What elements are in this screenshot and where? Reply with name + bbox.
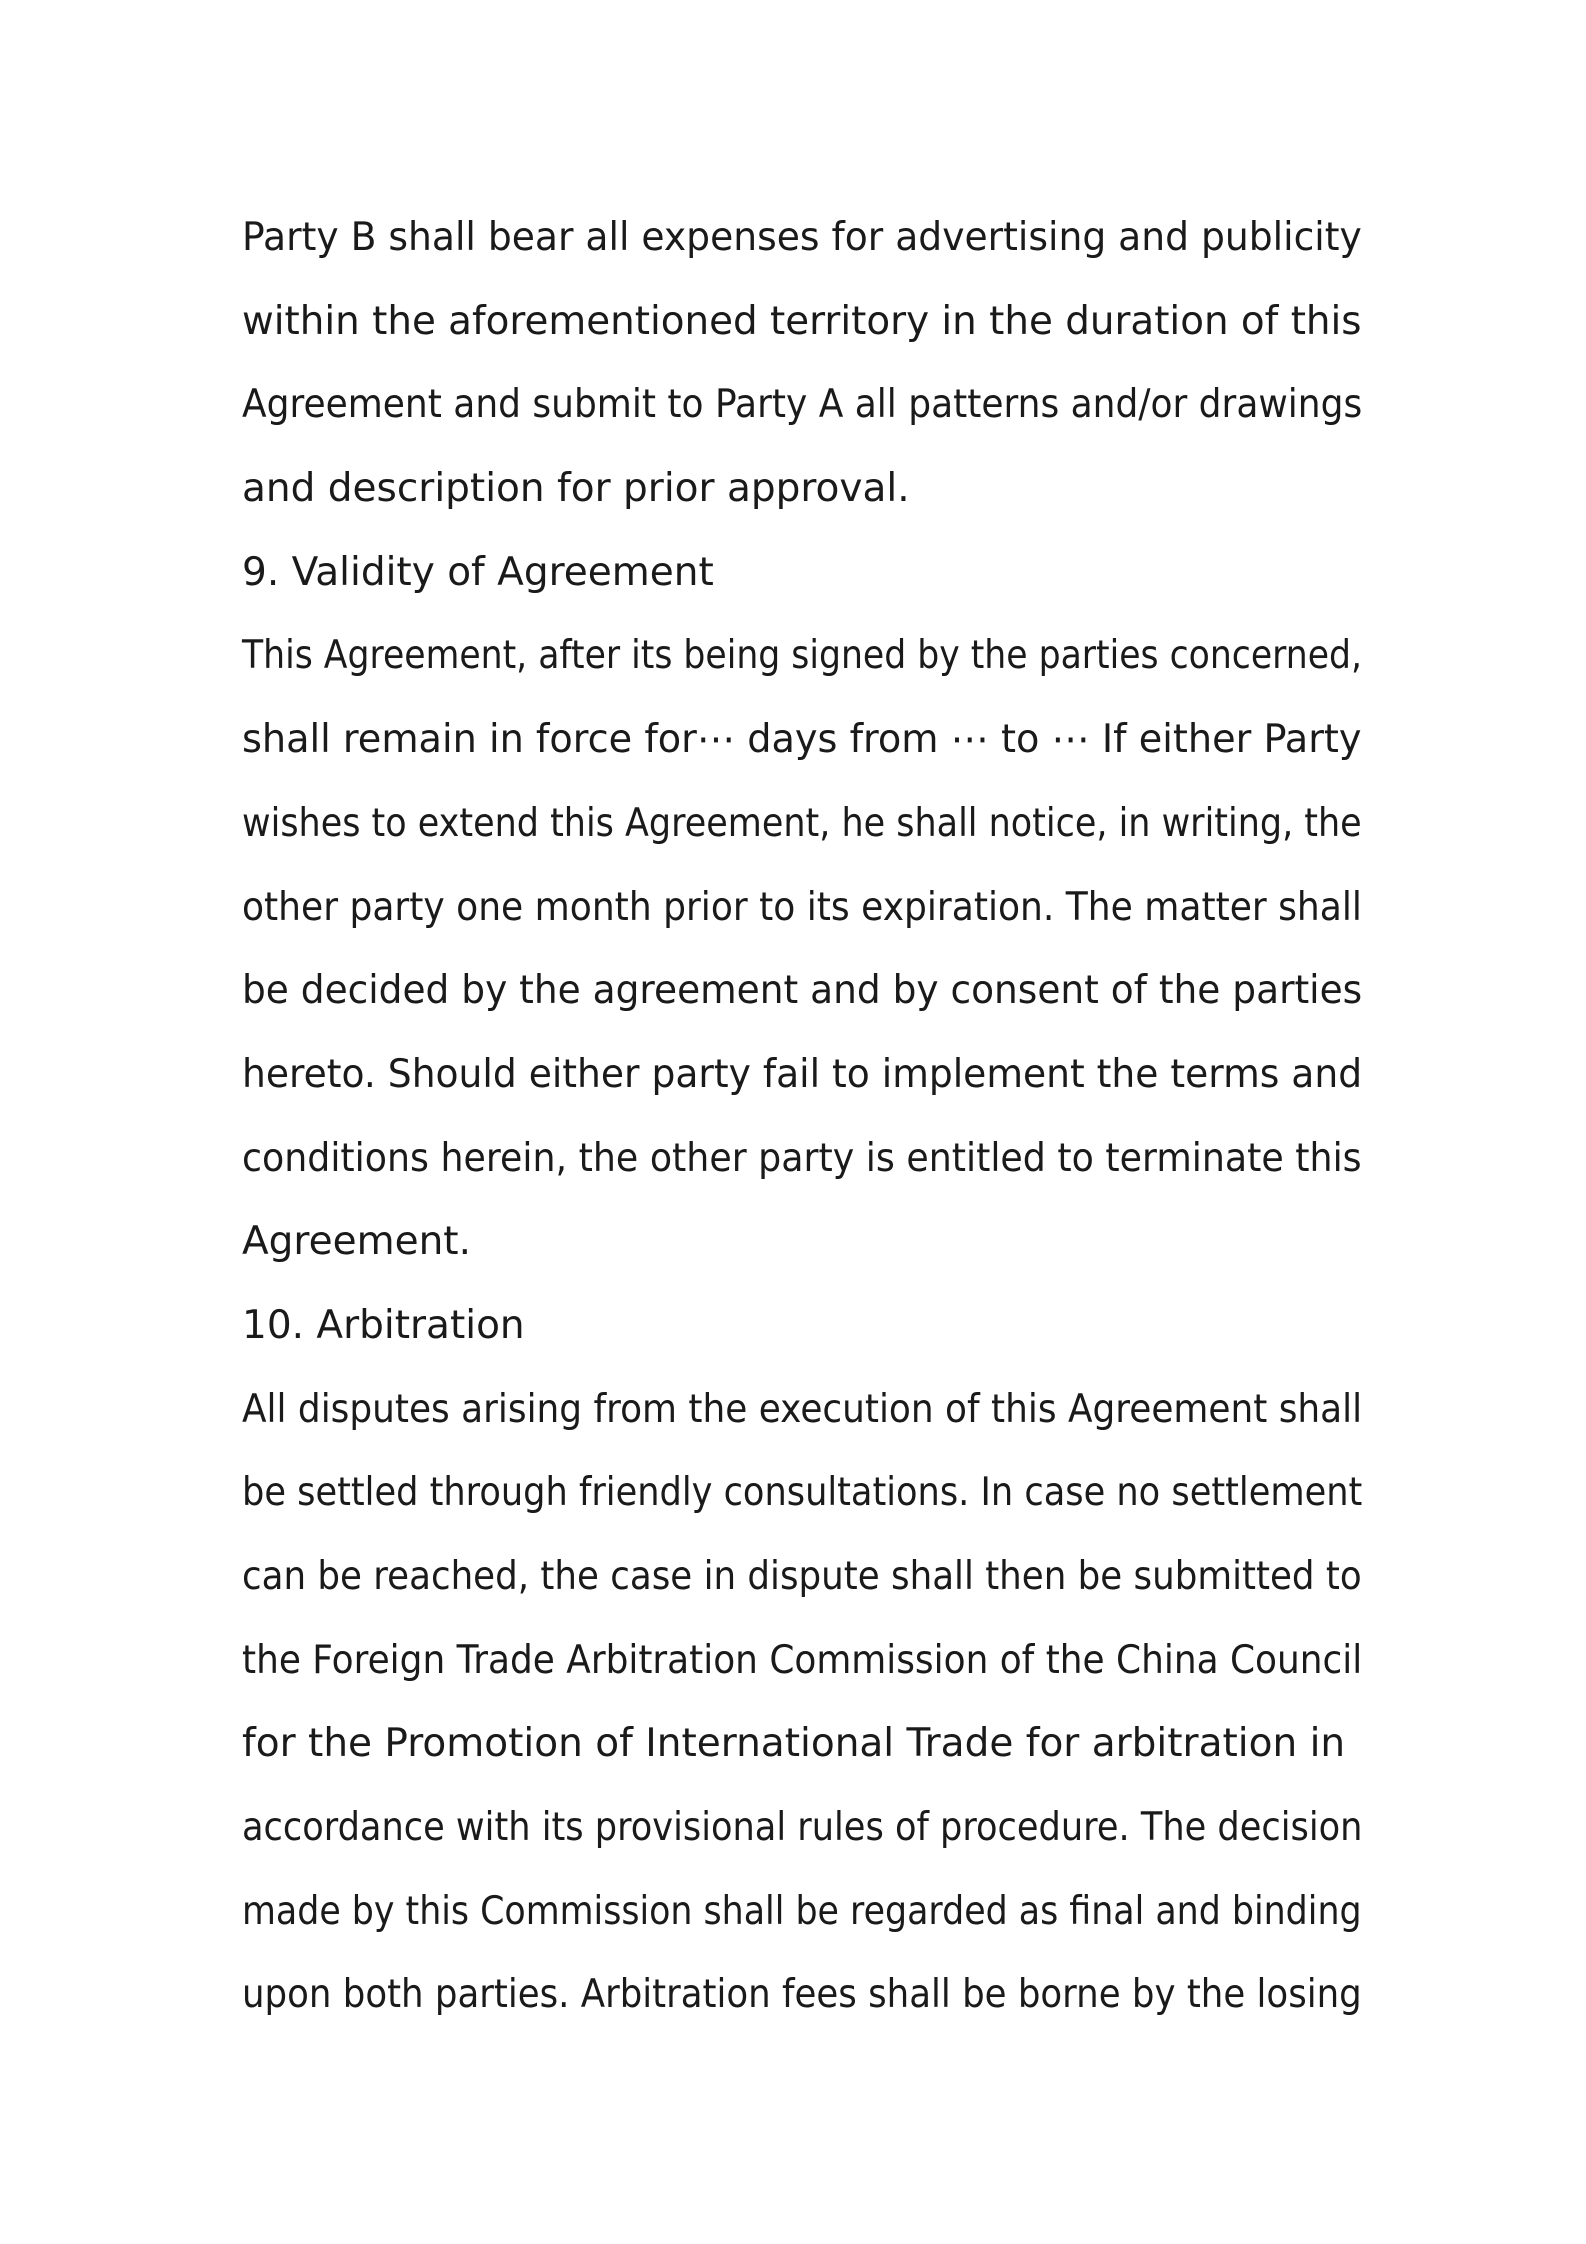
- text-line: can be reached, the case in dispute shall then be submitted to: [242, 1554, 1362, 1599]
- text-line: This Agreement, after its being signed by the parties concerned,: [242, 633, 1363, 679]
- section-heading: 9. Validity of Agreement: [242, 549, 714, 595]
- text-line: and description for prior approval.: [242, 466, 910, 512]
- text-line: wishes to extend this Agreement, he shall notice, in writing, the: [242, 800, 1362, 846]
- text-line: be settled through friendly consultations. In case no settlement: [242, 1470, 1363, 1516]
- text-line: upon both parties. Arbitration fees shall be borne by the losing: [242, 1972, 1362, 2018]
- text-line: within the aforementioned territory in the duration of this: [242, 298, 1362, 344]
- text-line: Agreement and submit to Party A all patterns and/or drawings: [242, 382, 1363, 428]
- text-line: accordance with its provisional rules of procedure. The decision: [242, 1805, 1363, 1851]
- text-line: Agreement.: [242, 1219, 471, 1265]
- text-line: Party B shall bear all expenses for advertising and publicity: [242, 215, 1362, 260]
- text-line: the Foreign Trade Arbitration Commission of the China Council: [242, 1637, 1363, 1683]
- text-line: hereto. Should either party fail to implement the terms and: [242, 1051, 1363, 1097]
- text-line: All disputes arising from the execution of this Agreement shall: [242, 1386, 1363, 1432]
- text-line: made by this Commission shall be regarded as final and binding: [242, 1888, 1362, 1934]
- text-line: for the Promotion of International Trade for arbitration in: [242, 1721, 1346, 1767]
- text-line: conditions herein, the other party is entitled to terminate this: [242, 1135, 1362, 1181]
- text-line: other party one month prior to its expiration. The matter shall: [242, 884, 1362, 930]
- text-line: shall remain in force for⋯ days from ⋯ to ⋯ If either Party: [242, 717, 1362, 763]
- text-line: be decided by the agreement and by consent of the parties: [242, 968, 1363, 1014]
- section-heading: 10. Arbitration: [242, 1302, 525, 1348]
- document-body: [242, 196, 1362, 2037]
